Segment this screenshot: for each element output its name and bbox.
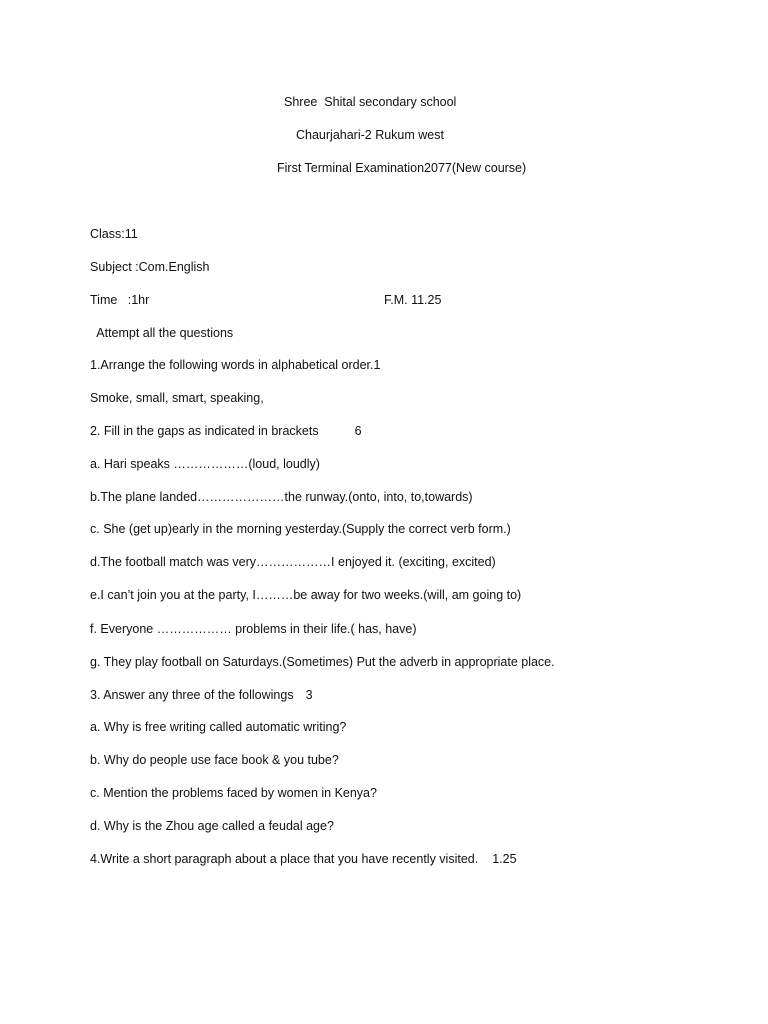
- question-1: 1.Arrange the following words in alphabetical order.1: [90, 358, 381, 372]
- class-label: Class:11: [90, 227, 138, 241]
- question-2-text: 2. Fill in the gaps as indicated in brackets: [90, 424, 319, 438]
- question-3: [90, 687, 313, 703]
- full-marks: F.M. 11.25: [384, 293, 442, 307]
- question-2-item-d: d.The football match was very………………I enjoyed it. (exciting, excited): [90, 555, 496, 569]
- question-2: [90, 423, 362, 439]
- time-label: Time :1hr: [90, 293, 150, 307]
- question-3-item-a: a. Why is free writing called automatic writing?: [90, 720, 347, 734]
- question-2-item-a: a. Hari speaks ………………(loud, loudly): [90, 457, 320, 471]
- question-2-item-b: b.The plane landed…………………the runway.(onto, into, to,towards): [90, 490, 473, 504]
- instruction: Attempt all the questions: [90, 326, 234, 340]
- school-address: Chaurjahari-2 Rukum west: [296, 128, 444, 142]
- question-2-item-e: e.I can’t join you at the party, I………be away for two weeks.(will, am going to): [90, 588, 522, 602]
- question-2-item-c: c. She (get up)early in the morning yesterday.(Supply the correct verb form.): [90, 522, 511, 536]
- question-2-item-f: f. Everyone ……………… problems in their life.( has, have): [90, 622, 417, 636]
- question-3-item-d: d. Why is the Zhou age called a feudal age?: [90, 819, 334, 833]
- question-2-marks: 6: [354, 424, 362, 438]
- subject-label: Subject :Com.English: [90, 260, 210, 274]
- school-name: Shree Shital secondary school: [284, 95, 457, 109]
- question-4-text: 4.Write a short paragraph about a place that you have recently visited.: [90, 852, 479, 866]
- question-3-text: 3. Answer any three of the followings: [90, 688, 294, 702]
- question-3-item-c: c. Mention the problems faced by women in Kenya?: [90, 786, 377, 800]
- question-2-item-g: g. They play football on Saturdays.(Sometimes) Put the adverb in appropriate place.: [90, 655, 555, 669]
- question-3-marks: 3: [305, 688, 313, 702]
- question-1-words: Smoke, small, smart, speaking,: [90, 391, 264, 405]
- question-3-item-b: b. Why do people use face book & you tube?: [90, 753, 339, 767]
- question-4: [90, 851, 517, 867]
- question-4-marks: 1.25: [492, 852, 517, 866]
- exam-title: First Terminal Examination2077(New course): [277, 161, 527, 175]
